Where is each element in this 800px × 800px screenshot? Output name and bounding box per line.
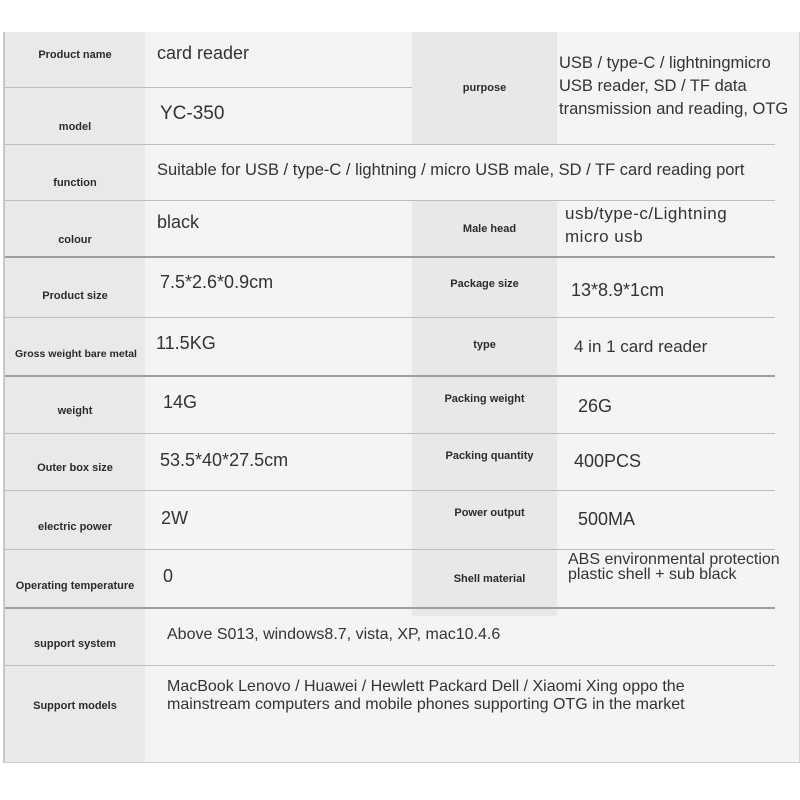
label-support-models: Support models xyxy=(33,700,117,712)
label-electric-power: electric power xyxy=(38,521,112,533)
value-function: Suitable for USB / type-C / lightning / micro USB male, SD / TF card reading port xyxy=(157,161,745,179)
value-support-system: Above S013, windows8.7, vista, XP, mac10.4.6 xyxy=(167,626,501,643)
label-type: type xyxy=(473,338,496,351)
label-function: function xyxy=(53,176,97,189)
label-support-system: support system xyxy=(34,638,116,650)
label-product-size: Product size xyxy=(42,289,108,302)
label-package-size: Package size xyxy=(450,277,519,290)
value-outer-box-size: 53.5*40*27.5cm xyxy=(160,449,289,470)
value-model: YC-350 xyxy=(160,103,225,124)
label-male-head: Male head xyxy=(462,222,517,235)
label-product-name: Product name xyxy=(38,48,112,61)
label-operating-temperature: Operating temperature xyxy=(15,579,135,592)
value-type: 4 in 1 card reader xyxy=(574,336,708,356)
value-packing-quantity: 400PCS xyxy=(574,450,642,471)
value-package-size: 13*8.9*1cm xyxy=(571,280,665,300)
value-male-head: usb/type-c/Lightning micro usb xyxy=(565,204,728,246)
label-power-output: Power output xyxy=(454,507,525,519)
label-packing-quantity: Packing quantity xyxy=(445,450,534,462)
value-electric-power: 2W xyxy=(161,507,188,528)
value-product-size: 7.5*2.6*0.9cm xyxy=(160,272,274,292)
value-shell-material: ABS environmental protection plastic shell + sub black xyxy=(568,551,780,584)
value-weight: 14G xyxy=(163,391,198,412)
value-gross-weight: 11.5KG xyxy=(156,333,216,353)
label-purpose: purpose xyxy=(462,82,507,94)
label-shell-material: Shell material xyxy=(453,572,526,585)
label-outer-box-size: Outer box size xyxy=(37,462,113,474)
value-product-name: card reader xyxy=(157,43,250,63)
value-packing-weight: 26G xyxy=(578,395,613,416)
value-purpose: USB / type-C / lightningmicro USB reader, SD / TF data transmission and reading, OTG xyxy=(559,54,789,119)
label-colour: colour xyxy=(58,233,92,246)
value-power-output: 500MA xyxy=(578,508,636,529)
label-weight: weight xyxy=(57,405,93,417)
value-operating-temperature: 0 xyxy=(163,566,174,586)
label-gross-weight: Gross weight bare metal xyxy=(15,347,137,360)
label-packing-weight: Packing weight xyxy=(444,393,525,405)
label-model: model xyxy=(58,121,92,133)
value-colour: black xyxy=(157,212,200,232)
spec-table xyxy=(3,32,800,763)
value-support-models: MacBook Lenovo / Huawei / Hewlett Packard Dell / Xiaomi Xing oppo the mainstream computers and mobile phones supporting OTG in the market xyxy=(167,678,685,714)
